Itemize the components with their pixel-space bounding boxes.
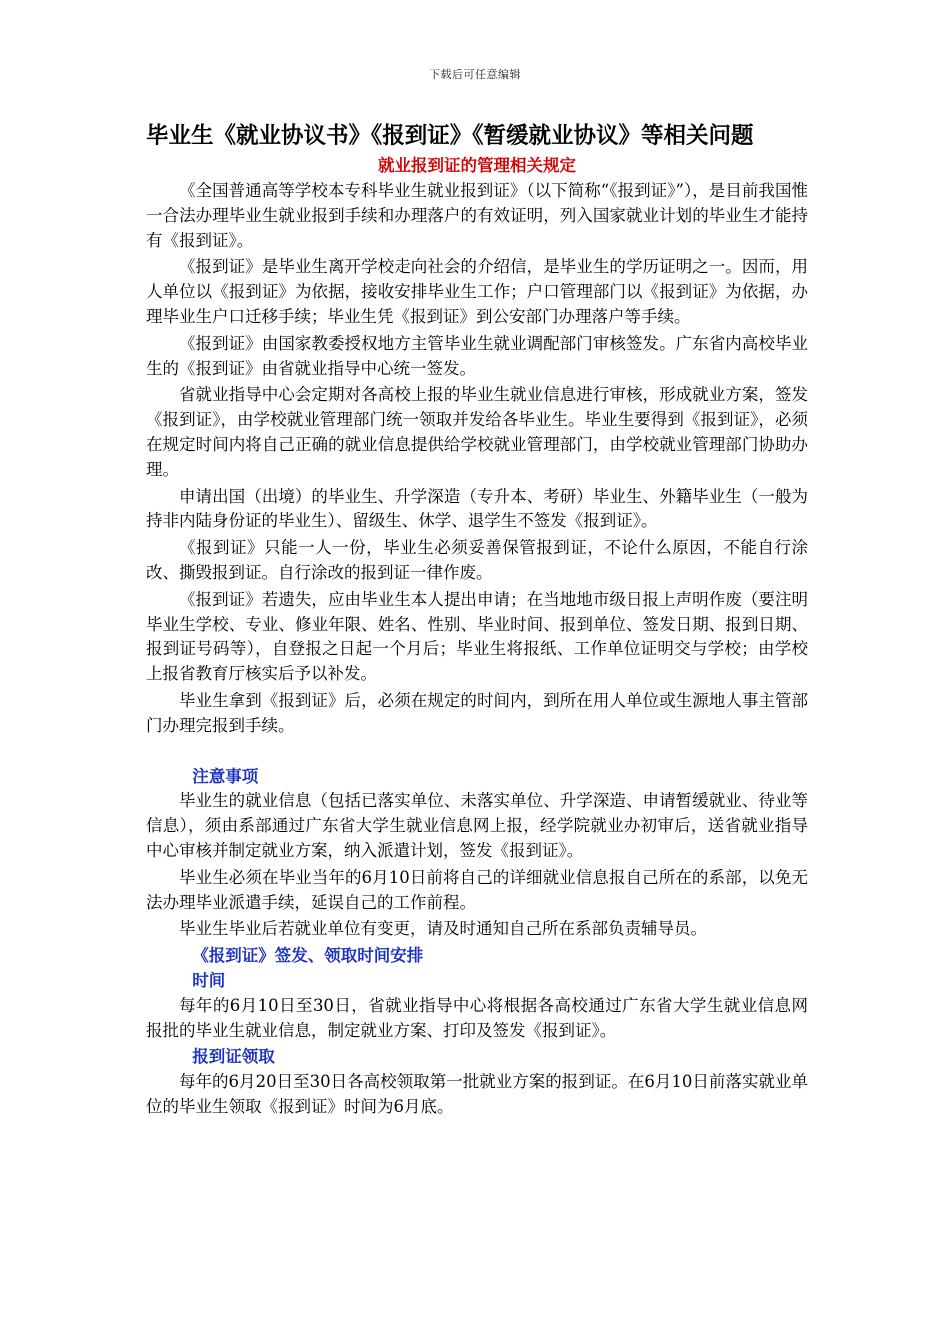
section-title-regulations: 就业报到证的管理相关规定 — [378, 156, 576, 175]
time-heading: 时间 — [192, 970, 226, 990]
paragraph: 《报到证》由国家教委授权地方主管毕业生就业调配部门审核签发。广东省内高校毕业生的《报到证》由省就业指导中心统一签发。 — [146, 333, 808, 378]
paragraph: 毕业生拿到《报到证》后，必须在规定的时间内，到所在用人单位或生源地人事主管部门办理完报到手续。 — [146, 690, 808, 735]
notice-heading: 注意事项 — [192, 766, 259, 786]
header-note: 下载后可任意编辑 — [429, 68, 521, 81]
document-body — [146, 122, 808, 1122]
paragraph: 每年的6月20日至30日各高校领取第一批就业方案的报到证。在6月10日前落实就业单位的毕业生领取《报到证》时间为6月底。 — [146, 1072, 808, 1116]
paragraph: 《报到证》是毕业生离开学校走向社会的介绍信，是毕业生的学历证明之一。因而，用人单位以《报到证》为依据，接收安排毕业生工作；户口管理部门以《报到证》为依据，办理毕业生户口迁移手续；毕业生凭《报到证》到公安部门办理落户等手续。 — [146, 257, 808, 326]
paragraph: 毕业生必须在毕业当年的6月10日前将自己的详细就业信息报自己所在的系部，以免无法办理毕业派遣手续，延误自己的工作前程。 — [146, 867, 808, 912]
paragraph: 毕业生的就业信息（包括已落实单位、未落实单位、升学深造、申请暂缓就业、待业等信息），须由系部通过广东省大学生就业信息网上报，经学院就业办初审后，送省就业指导中心审核并制定就业方案，纳入派遣计划，签发《报到证》。 — [146, 791, 808, 860]
schedule-heading: 《报到证》签发、领取时间安排 — [192, 946, 424, 966]
paragraph: 《报到证》只能一人一份，毕业生必须妥善保管报到证，不论什么原因，不能自行涂改、撕毁报到证。自行涂改的报到证一律作废。 — [146, 538, 808, 582]
paragraph: 省就业指导中心会定期对各高校上报的毕业生就业信息进行审核，形成就业方案，签发《报到证》，由学校就业管理部门统一领取并发给各毕业生。毕业生要得到《报到证》，必须在规定时间内将自己正确的就业信息提供给学校就业管理部门，由学校就业管理部门协助办理。 — [146, 385, 808, 479]
spacer — [146, 741, 808, 765]
paragraph: 申请出国（出境）的毕业生、升学深造（专升本、考研）毕业生、外籍毕业生（一般为持非内陆身份证的毕业生）、留级生、休学、退学生不签发《报到证》。 — [146, 486, 808, 531]
paragraph: 每年的6月10日至30日，省就业指导中心将根据各高校通过广东省大学生就业信息网报批的毕业生就业信息，制定就业方案、打印及签发《报到证》。 — [146, 995, 808, 1040]
paragraph: 《全国普通高等学校本专科毕业生就业报到证》（以下简称“《报到证》”），是目前我国惟一合法办理毕业生就业报到手续和办理落户的有效证明，列入国家就业计划的毕业生才能持有《报到证》。 — [146, 181, 808, 250]
pickup-heading: 报到证领取 — [192, 1047, 275, 1067]
paragraph: 《报到证》若遗失，应由毕业生本人提出申请；在当地地市级日报上声明作废（要注明毕业生学校、专业、修业年限、姓名、性别、毕业时间、报到单位、签发日期、报到日期、报到证号码等），自登报之日起一个月后；毕业生将报纸、工作单位证明交与学校；由学校上报省教育厅核实后予以补发。 — [146, 589, 808, 684]
paragraph: 毕业生毕业后若就业单位有变更，请及时通知自己所在系部负责辅导员。 — [179, 919, 707, 939]
document-title: 毕业生《就业协议书》《报到证》《暂缓就业协议》等相关问题 — [146, 123, 754, 149]
